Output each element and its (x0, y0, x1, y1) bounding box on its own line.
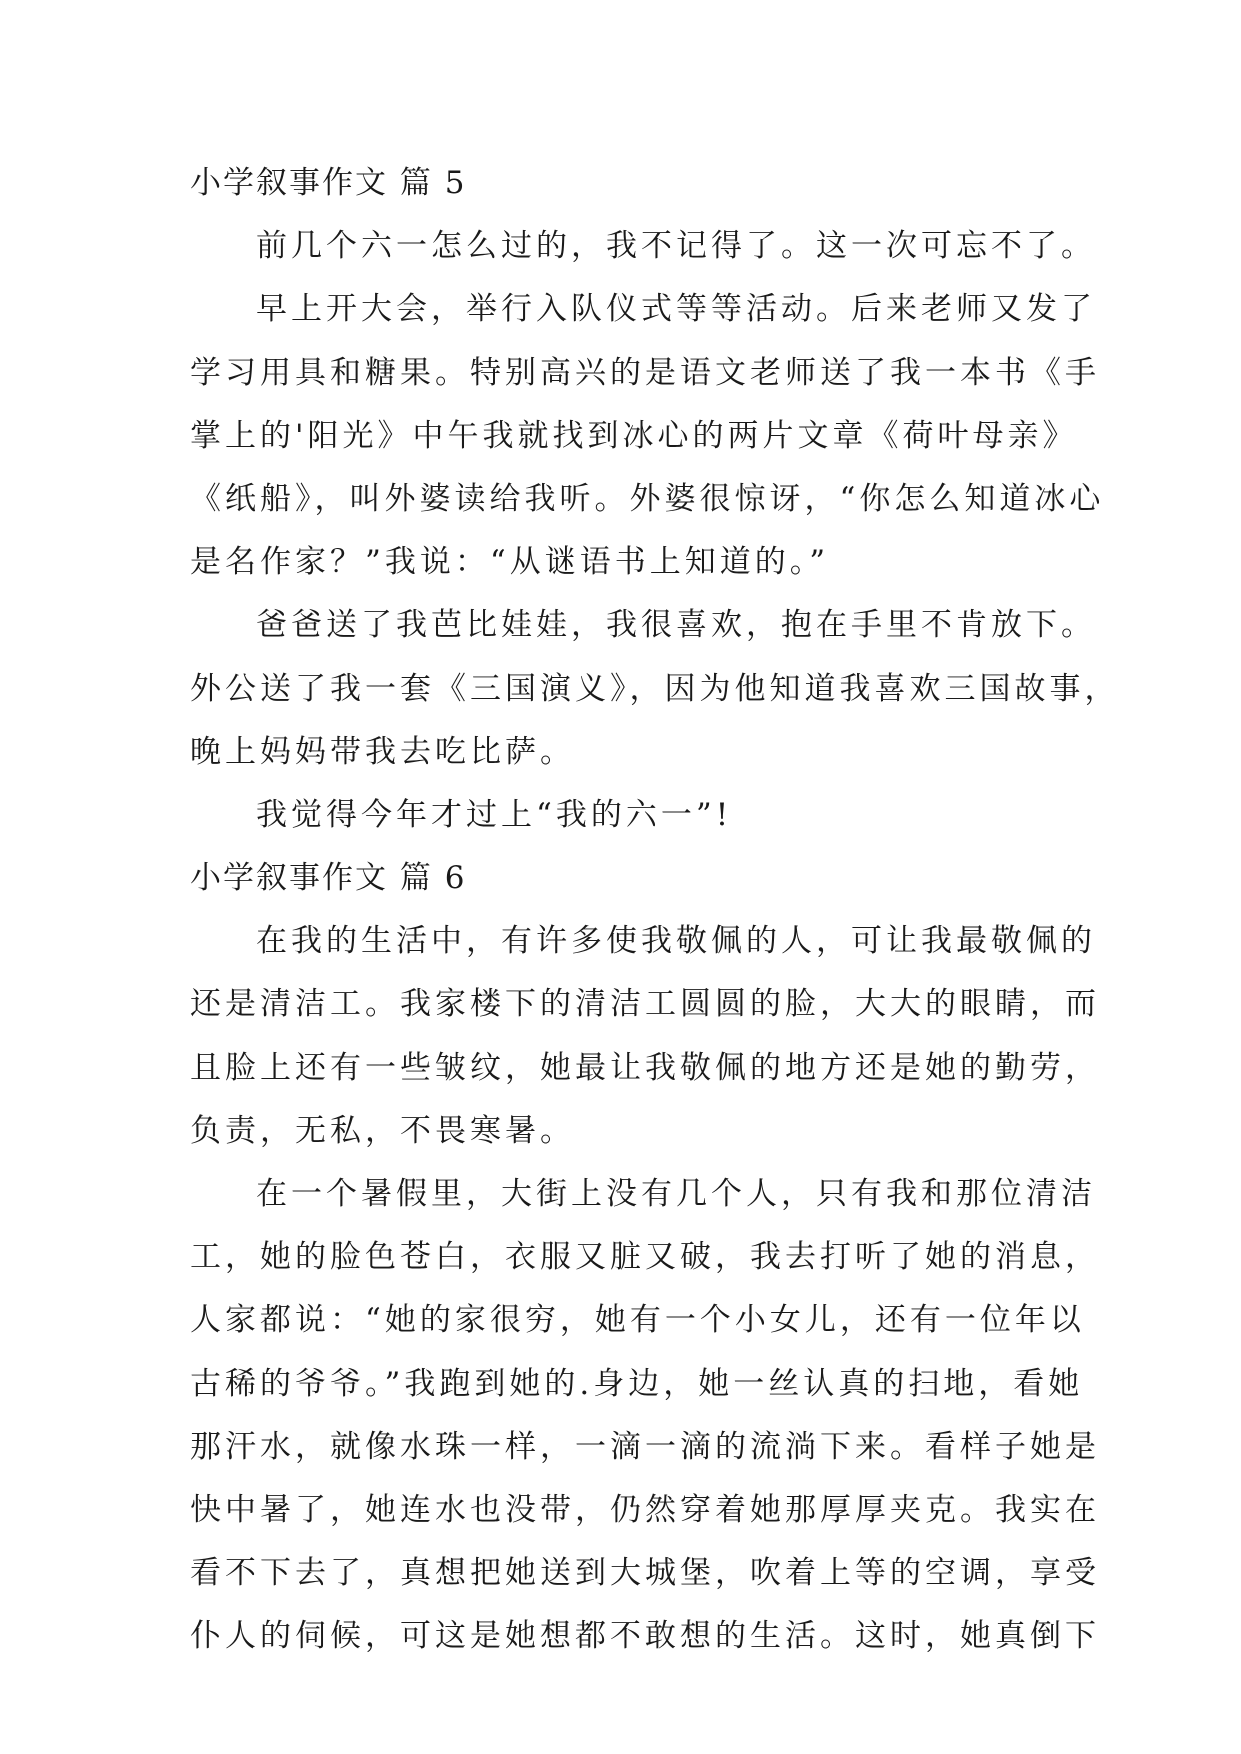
text-line: 《纸船》，叫外婆读给我听。外婆很惊讶，“你怎么知道冰心 (190, 480, 1105, 517)
text-line: 人家都说：“她的家很穷，她有一个小女儿，还有一位年以 (190, 1302, 1085, 1339)
text-line: 掌上的'阳光》中午我就找到冰心的两片文章《荷叶母亲》 (190, 417, 1078, 454)
text-line: 在我的生活中，有许多使我敬佩的人，可让我最敬佩的 (256, 923, 1096, 960)
text-line: 快中暑了，她连水也没带，仍然穿着她那厚厚夹克。我实在 (190, 1491, 1100, 1528)
text-line: 看不下去了，真想把她送到大城堡，吹着上等的空调，享受 (190, 1555, 1100, 1592)
text-line: 学习用具和糖果。特别高兴的是语文老师送了我一本书《手 (190, 354, 1100, 391)
text-line: 且脸上还有一些皱纹，她最让我敬佩的地方还是她的勤劳， (190, 1049, 1100, 1086)
text-line: 爸爸送了我芭比娃娃，我很喜欢，抱在手里不肯放下。 (256, 607, 1096, 644)
text-line: 负责，无私，不畏寒暑。 (190, 1112, 575, 1149)
section-heading: 小学叙事作文 篇 6 (190, 860, 467, 897)
text-line: 在一个暑假里，大街上没有几个人，只有我和那位清洁 (256, 1176, 1096, 1212)
text-line: 晚上妈妈带我去吃比萨。 (190, 733, 575, 770)
text-line: 古稀的爷爷。”我跑到她的.身边，她一丝认真的扫地，看她 (190, 1365, 1084, 1402)
text-line: 那汗水，就像水珠一样，一滴一滴的流淌下来。看样子她是 (190, 1428, 1100, 1465)
section-heading: 小学叙事作文 篇 5 (190, 165, 467, 201)
text-line: 我觉得今年才过上“我的六一”! (256, 796, 733, 833)
text-line: 外公送了我一套《三国演义》，因为他知道我喜欢三国故事， (190, 670, 1120, 707)
text-line: 仆人的伺候，可这是她想都不敢想的生活。这时，她真倒下 (190, 1618, 1100, 1655)
text-line: 还是清洁工。我家楼下的清洁工圆圆的脸，大大的眼睛，而 (190, 986, 1100, 1023)
text-line: 前几个六一怎么过的，我不记得了。这一次可忘不了。 (256, 228, 1096, 265)
text-line: 工，她的脸色苍白，衣服又脏又破，我去打听了她的消息， (190, 1239, 1100, 1276)
text-line: 是名作家？”我说：“从谜语书上知道的。” (190, 544, 830, 581)
text-line: 早上开大会，举行入队仪式等等活动。后来老师又发了 (256, 291, 1096, 328)
document-page (190, 165, 1120, 1685)
